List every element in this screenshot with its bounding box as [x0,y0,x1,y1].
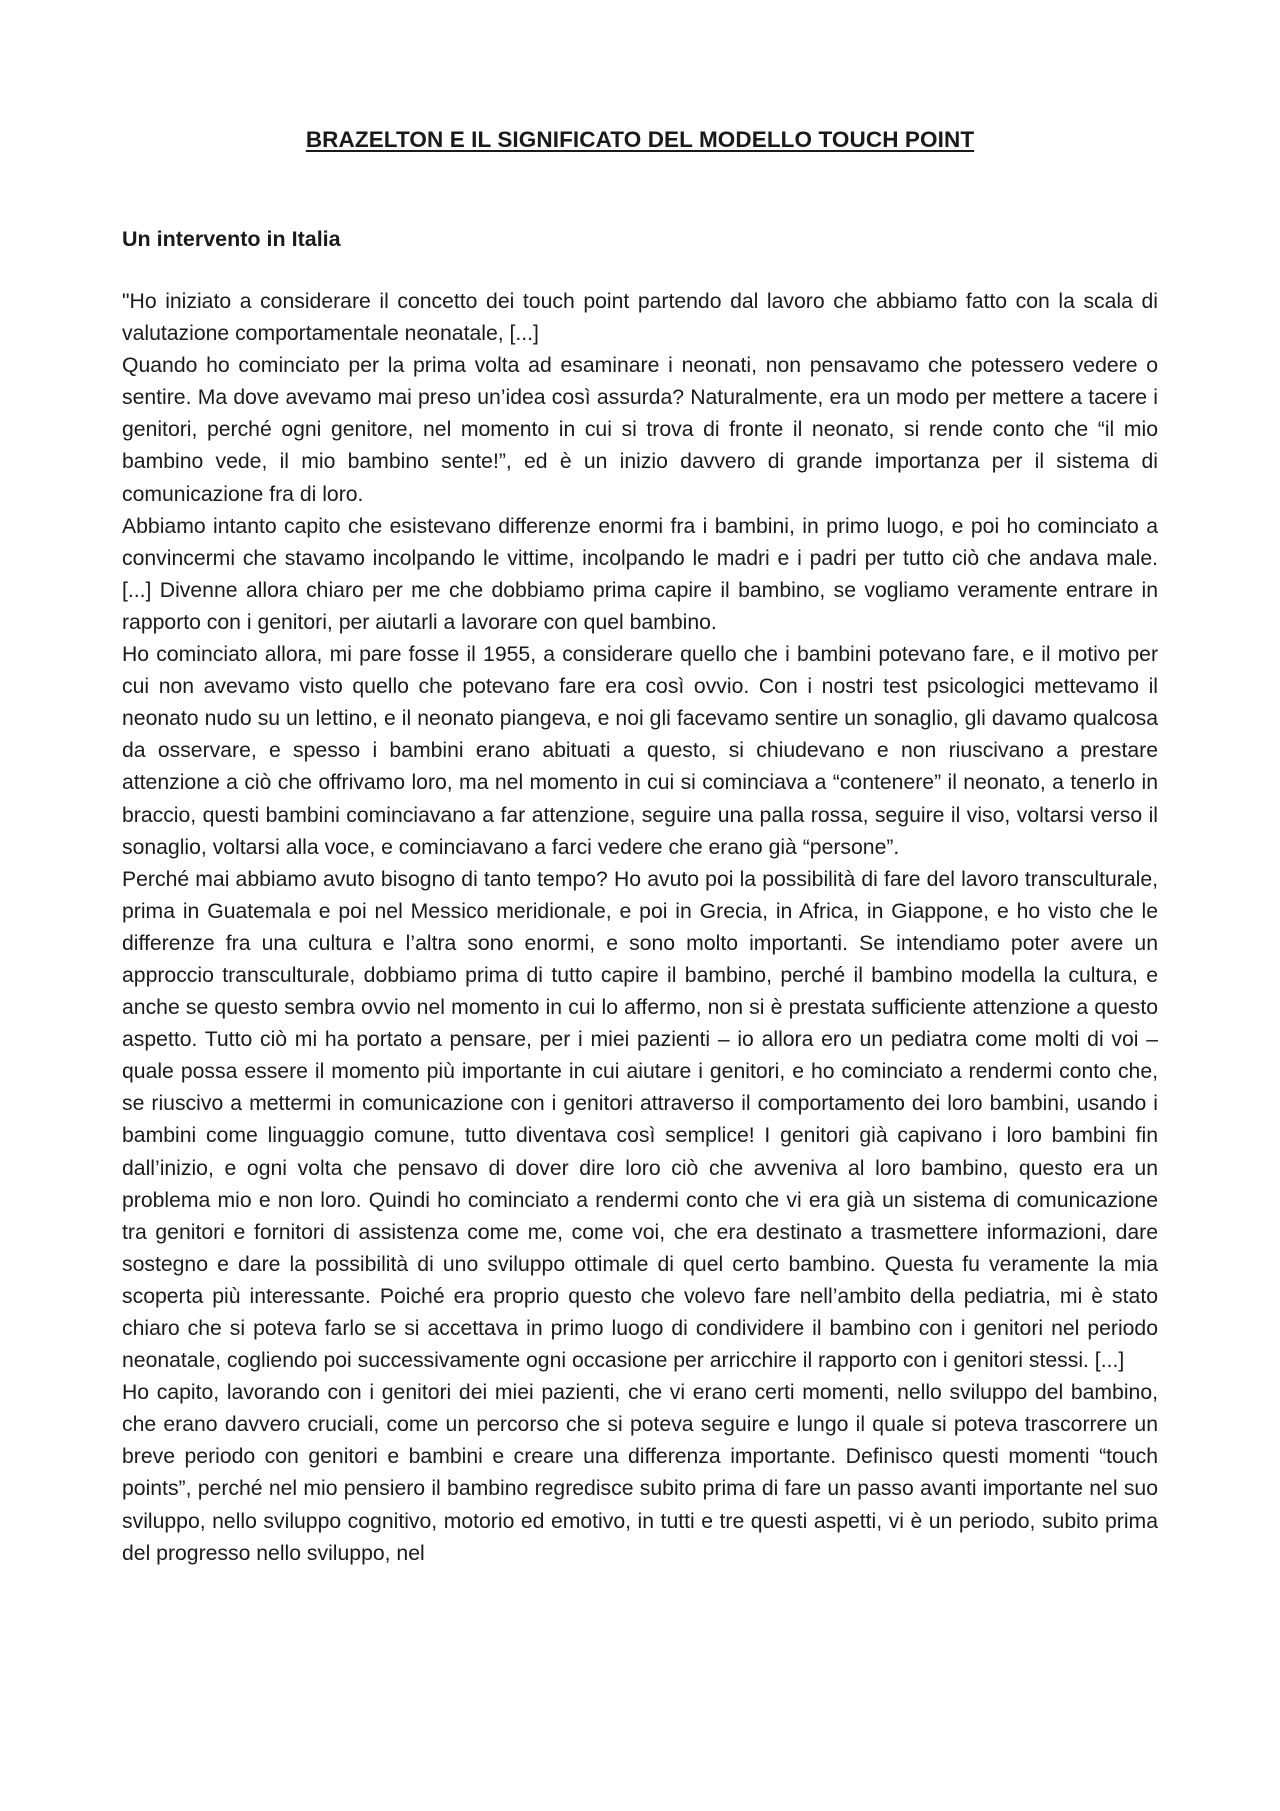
paragraph-5: Perché mai abbiamo avuto bisogno di tanto tempo? Ho avuto poi la possibilità di fare del lavoro transculturale, prima in Guatemala e poi nel Messico meridionale, e poi in Grecia, in Africa, in Giappone, e ho visto che le differenze fra una cultura e l’altra sono enormi, e sono molto importanti. Se intendiamo poter avere un approccio transculturale, dobbiamo prima di tutto capire il bambino, perché il bambino modella la cultura, e anche se questo sembra ovvio nel momento in cui lo affermo, non si è prestata sufficiente attenzione a questo aspetto. Tutto ciò mi ha portato a pensare, per i miei pazienti – io allora ero un pediatra come molti di voi – quale possa essere il momento più importante in cui aiutare i genitori, e ho cominciato a rendermi conto che, se riuscivo a mettermi in comunicazione con i genitori attraverso il comportamento dei loro bambini, usando i bambini come linguaggio comune, tutto diventava così semplice! I genitori già capivano i loro bambini fin dall’inizio, e ogni volta che pensavo di dover dire loro ciò che avveniva al loro bambino, questo era un problema mio e non loro. Quindi ho cominciato a rendermi conto che vi era già un sistema di comunicazione tra genitori e fornitori di assistenza come me, come voi, che era destinato a trasmettere informazioni, dare sostegno e dare la possibilità di uno sviluppo ottimale di quel certo bambino. Questa fu veramente la mia scoperta più interessante. Poiché era proprio questo che volevo fare nell’ambito della pediatria, mi è stato chiaro che si poteva farlo se si accettava in primo luogo di condividere il bambino con i genitori nel periodo neonatale, cogliendo poi successivamente ogni occasione per arricchire il rapporto con i genitori stessi. [...] [122,867,1158,1373]
section-heading: Un intervento in Italia [122,227,341,251]
paragraph-3: Abbiamo intanto capito che esistevano differenze enormi fra i bambini, in primo luogo, e poi ho cominciato a convincermi che stavamo incolpando le vittime, incolpando le madri e i padri per tutto ciò che andava male. [...] Divenne allora chiaro per me che dobbiamo prima capire il bambino, se vogliamo veramente entrare in rapporto con i genitori, per aiutarli a lavorare con quel bambino. [122,514,1158,634]
paragraph-4: Ho cominciato allora, mi pare fosse il 1955, a considerare quello che i bambini potevano fare, e il motivo per cui non avevamo visto quello che potevano fare era così ovvio. Con i nostri test psicologici mettevamo il neonato nudo su un lettino, e il neonato piangeva, e noi gli facevamo sentire un sonaglio, gli davamo qualcosa da osservare, e spesso i bambini erano abituati a questo, si chiudevano e non riuscivano a prestare attenzione a ciò che offrivamo loro, ma nel momento in cui si cominciava a “contenere” il neonato, a tenerlo in braccio, questi bambini cominciavano a far attenzione, seguire una palla rossa, seguire il viso, voltarsi verso il sonaglio, voltarsi alla voce, e cominciavano a farci vedere che erano già “persone”. [122,643,1158,859]
paragraph-2: Quando ho cominciato per la prima volta ad esaminare i neonati, non pensavamo che potessero vedere o sentire. Ma dove avevamo mai preso un’idea così assurda? Naturalmente, era un modo per mettere a tacere i genitori, perché ogni genitore, nel momento in cui si trova di fronte il neonato, si rende conto che “il mio bambino vede, il mio bambino sente!”, ed è un inizio davvero di grande importanza per il sistema di comunicazione fra di loro. [122,354,1158,506]
paragraph-1: "Ho iniziato a considerare il concetto dei touch point partendo dal lavoro che abbiamo fatto con la scala di valutazione comportamentale neonatale, [...] [122,290,1158,346]
body-text [122,286,1158,1570]
paragraph-6: Ho capito, lavorando con i genitori dei miei pazienti, che vi erano certi momenti, nello sviluppo del bambino, che erano davvero cruciali, come un percorso che si poteva seguire e lungo il quale si poteva trascorrere un breve periodo con genitori e bambini e creare una differenza importante. Definisco questi momenti “touch points”, perché nel mio pensiero il bambino regredisce subito prima di fare un passo avanti importante nel suo sviluppo, nello sviluppo cognitivo, motorio ed emotivo, in tutti e tre questi aspetti, vi è un periodo, subito prima del progresso nello sviluppo, nel [122,1381,1158,1565]
document-title: BRAZELTON E IL SIGNIFICATO DEL MODELLO TOUCH POINT [305,127,975,152]
